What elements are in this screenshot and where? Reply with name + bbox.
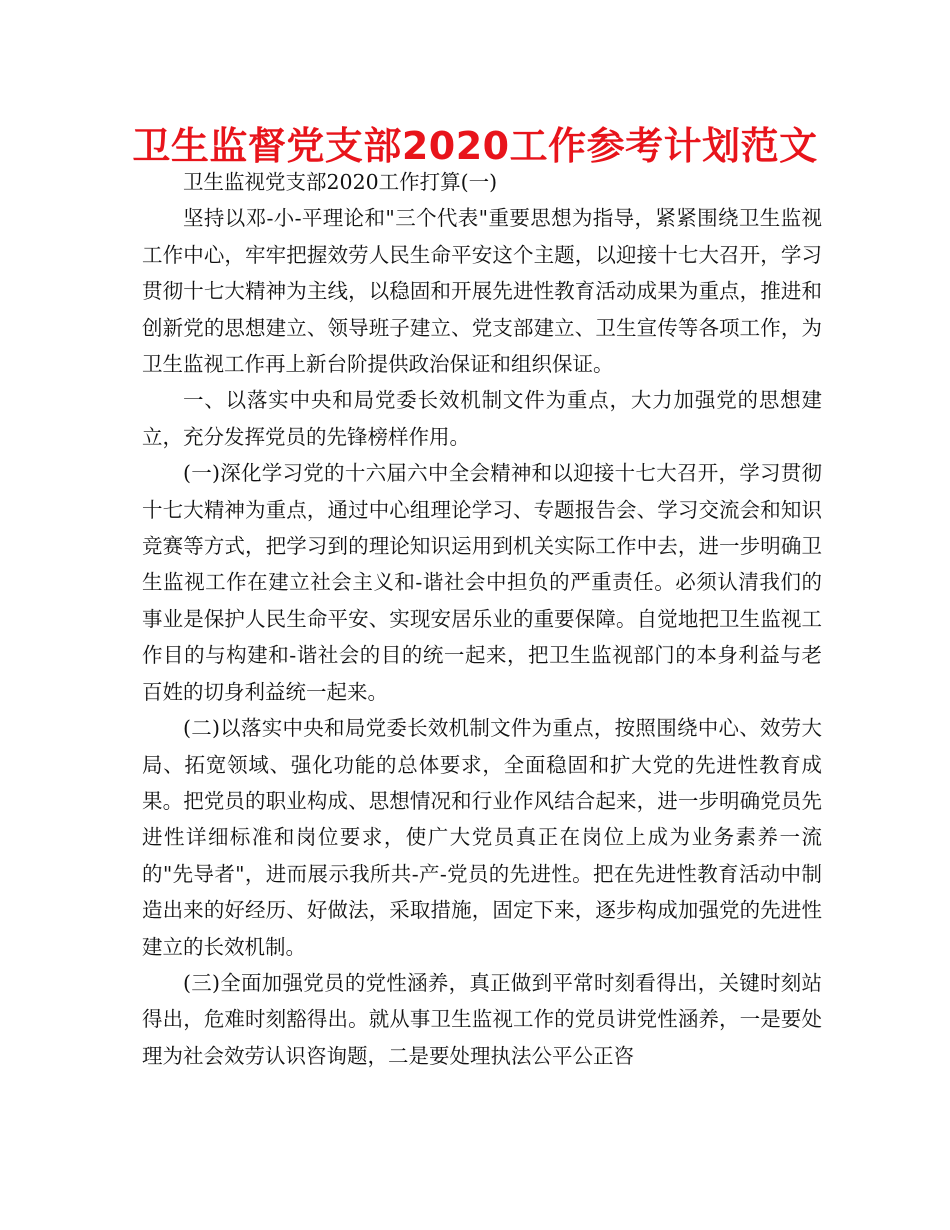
paragraph-subtitle: 卫生监视党支部2020工作打算(一): [183, 170, 498, 194]
paragraph: 坚持以邓-小-平理论和"三个代表"重要思想为指导，紧紧围绕卫生监视工作中心，牢牢把握效劳人民生命平安这个主题，以迎接十七大召开，学习贯彻十七大精神为主线，以稳固和开展先进性教育活动成果为重点，推进和创新党的思想建立、领导班子建立、党支部建立、卫生宣传等各项工作，为卫生监视工作再上新台阶提供政治保证和组织保证。: [142, 206, 822, 377]
document-body: [142, 164, 822, 1074]
paragraph: (二)以落实中央和局党委长效机制文件为重点，按照围绕中心、效劳大局、拓宽领域、强化功能的总体要求，全面稳固和扩大党的先进性教育成果。把党员的职业构成、思想情况和行业作风结合起来，进一步明确党员先进性详细标准和岗位要求，使广大党员真正在岗位上成为业务素养一流的"先导者"，进而展示我所共-产-党员的先进性。把在先进性教育活动中制造出来的好经历、好做法，采取措施，固定下来，逐步构成加强党的先进性建立的长效机制。: [142, 716, 822, 959]
paragraph: (一)深化学习党的十六届六中全会精神和以迎接十七大召开，学习贯彻十七大精神为重点，通过中心组理论学习、专题报告会、学习交流会和知识竞赛等方式，把学习到的理论知识运用到机关实际工作中去，进一步明确卫生监视工作在建立社会主义和-谐社会中担负的严重责任。必须认清我们的事业是保护人民生命平安、实现安居乐业的重要保障。自觉地把卫生监视工作目的与构建和-谐社会的目的统一起来，把卫生监视部门的本身利益与老百姓的切身利益统一起来。: [142, 461, 822, 704]
paragraph: 一、以落实中央和局党委长效机制文件为重点，大力加强党的思想建立，充分发挥党员的先锋榜样作用。: [142, 388, 822, 449]
paragraph: (三)全面加强党员的党性涵养，真正做到平常时刻看得出，关键时刻站得出，危难时刻豁得出。就从事卫生监视工作的党员讲党性涵养，一是要处理为社会效劳认识咨询题，二是要处理执法公平公正咨: [142, 970, 822, 1068]
document-title: 卫生监督党支部2020工作参考计划范文: [132, 124, 818, 168]
